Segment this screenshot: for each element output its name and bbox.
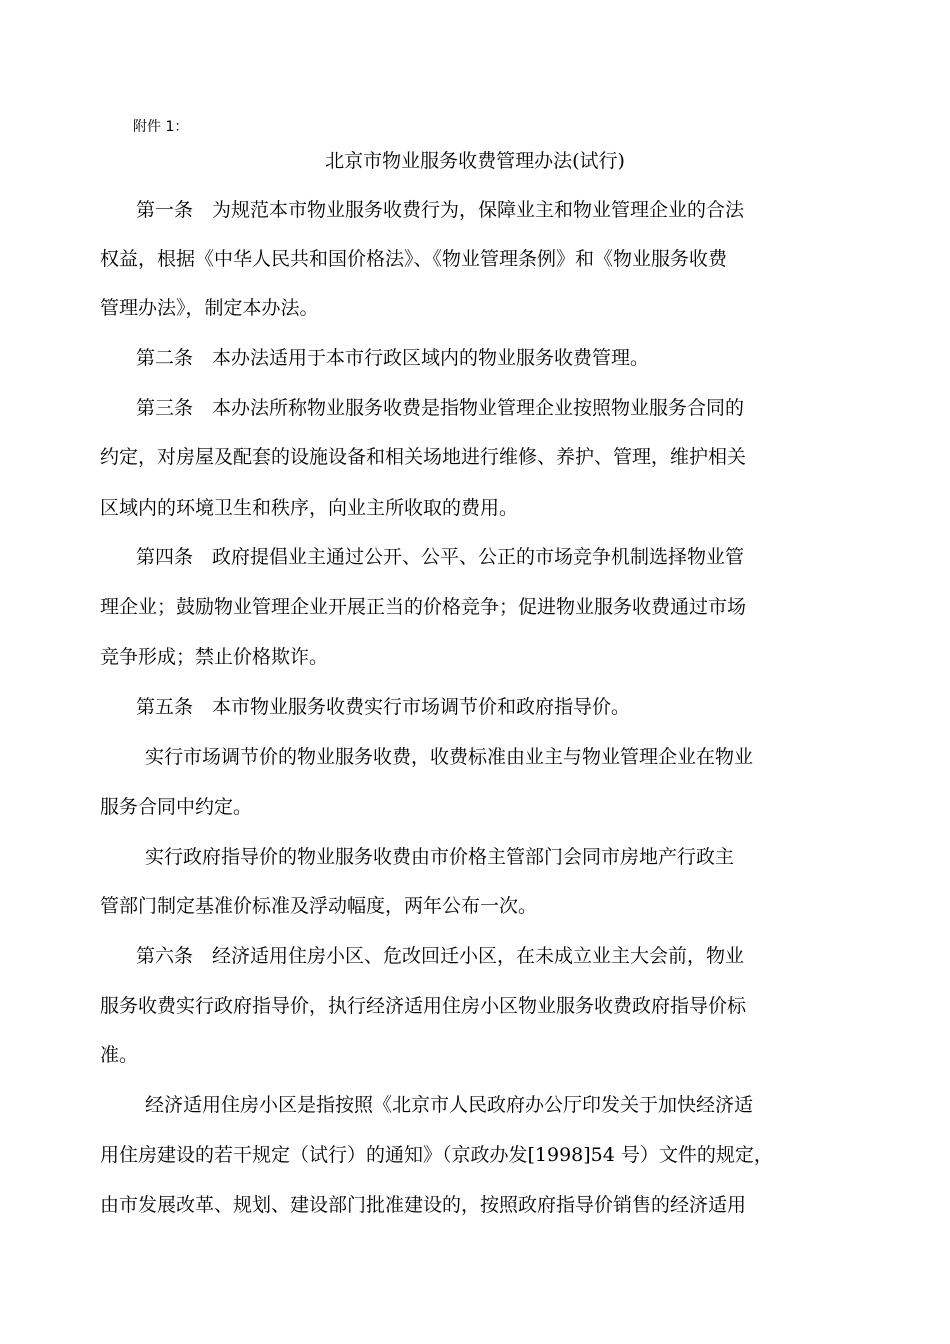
text-line: 由市发展改革、规划、建设部门批准建设的，按照政府指导价销售的经济适用	[100, 1194, 747, 1216]
text-line: 理企业；鼓励物业管理企业开展正当的价格竞争；促进物业服务收费通过市场	[100, 596, 747, 618]
text-line: 用住房建设的若干规定（试行）的通知》（京政办发[1998]54 号）文件的规定，	[100, 1144, 773, 1166]
text-line: 约定，对房屋及配套的设施设备和相关场地进行维修、养护、管理，维护相关	[100, 446, 747, 468]
text-line: 权益，根据《中华人民共和国价格法》、《物业管理条例》和《物业服务收费	[100, 248, 728, 270]
text-line: 第五条 本市物业服务收费实行市场调节价和政府指导价。	[136, 696, 631, 718]
text-line: 第二条 本办法适用于本市行政区域内的物业服务收费管理。	[136, 347, 650, 369]
document-title: 北京市物业服务收费管理办法(试行)	[325, 150, 625, 172]
text-line: 第一条 为规范本市物业服务收费行为，保障业主和物业管理企业的合法	[136, 199, 745, 221]
text-line: 经济适用住房小区是指按照《北京市人民政府办公厅印发关于加快经济适	[145, 1094, 754, 1116]
text-line: 实行政府指导价的物业服务收费由市价格主管部门会同市房地产行政主	[145, 846, 735, 868]
text-line: 第六条 经济适用住房小区、危改回迁小区，在未成立业主大会前，物业	[136, 945, 745, 967]
text-line: 区域内的环境卫生和秩序，向业主所收取的费用。	[100, 497, 519, 519]
text-line: 服务合同中约定。	[100, 796, 253, 818]
text-line: 第三条 本办法所称物业服务收费是指物业管理企业按照物业服务合同的	[136, 397, 745, 419]
text-line: 管部门制定基准价标准及浮动幅度，两年公布一次。	[100, 895, 538, 917]
text-line: 服务收费实行政府指导价，执行经济适用住房小区物业服务收费政府指导价标	[100, 995, 747, 1017]
text-line: 第四条 政府提倡业主通过公开、公平、公正的市场竞争机制选择物业管	[136, 546, 745, 568]
text-line: 竞争形成；禁止价格欺诈。	[100, 646, 329, 668]
attachment-label: 附件 1：	[133, 119, 189, 135]
text-line: 管理办法》，制定本办法。	[100, 297, 319, 319]
text-line: 准。	[100, 1044, 139, 1066]
text-line: 实行市场调节价的物业服务收费，收费标准由业主与物业管理企业在物业	[145, 746, 754, 768]
